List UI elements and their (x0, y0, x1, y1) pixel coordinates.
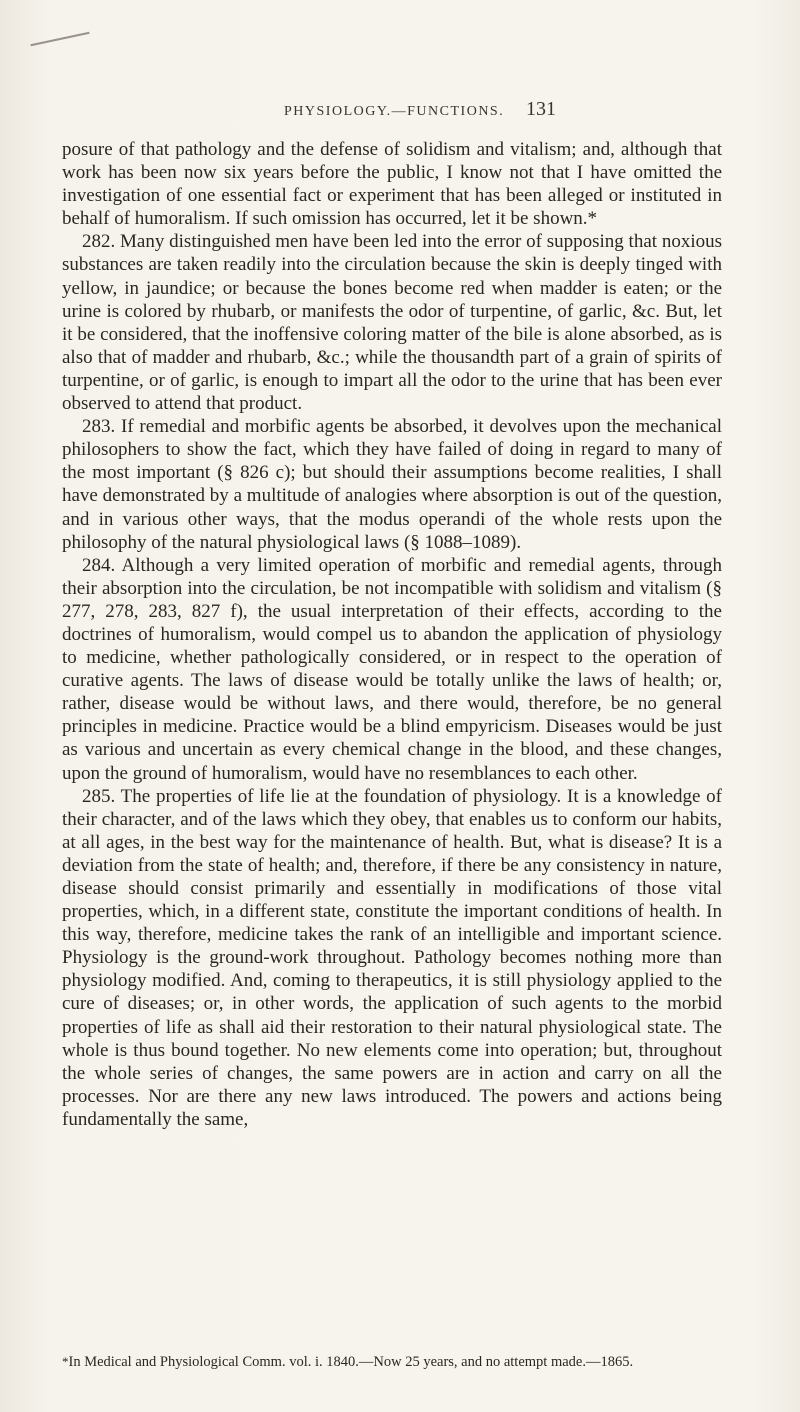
footnote-marker: * (62, 1354, 69, 1369)
running-head: PHYSIOLOGY.—FUNCTIONS. (284, 104, 505, 119)
paragraph-283: 283. If remedial and morbific agents be absorbed, it devolves upon the mechanical philosophers to show the fact, which they have failed of doing in regard to many of the most important (§ 826 c); but should their assumptions become realities, I shall have demonstrated by a multitude of analogies where absorption is out of the question, and in various other ways, that the modus operandi of the whole rests upon the philosophy of the natural physiological laws (§ 1088–1089). (62, 416, 722, 553)
footnote (62, 1353, 722, 1371)
footnote-text: In Medical and Physiological Comm. vol. i. 1840.—Now 25 years, and no attempt made.—1865. (68, 1354, 634, 1370)
paragraph-285: 285. The properties of life lie at the foundation of physiology. It is a knowledge of their character, and of the laws which they obey, that enables us to conform our habits, at all ages, in the best way for the maintenance of health. But, what is disease? It is a deviation from the state of health; and, therefore, if there be any consistency in nature, disease should consist primarily and essentially in modifications of those vital properties, which, in a different state, constitute the important conditions of health. In this way, therefore, medicine takes the rank of an intelligible and important science. Physiology is the ground-work throughout. Pathology becomes nothing more than physiology modified. And, coming to therapeutics, it is still physiology applied to the cure of diseases; or, in other words, the application of such agents to the morbid properties of life as shall aid their restoration to their natural physiological state. The whole is thus bound together. No new elements come into operation; but, throughout the whole series of changes, the same powers are in action and carry on all the processes. Nor are there any new laws introduced. The powers and actions being fundamentally the same, (62, 785, 722, 1130)
page-header (0, 96, 800, 126)
paragraph-284: 284. Although a very limited operation of morbific and remedial agents, through their absorption into the circulation, be not incompatible with solidism and vitalism (§ 277, 278, 283, 827 f), the usual interpretation of their effects, according to the doctrines of humoralism, would compel us to abandon the application of physiology to medicine, whether pathologically considered, or in respect to the operation of curative agents. The laws of disease would be totally unlike the laws of health; or, rather, disease would be without laws, and there would, therefore, be no general principles in medicine. Practice would be a blind empyricism. Diseases would be just as various and uncertain as every chemical change in the blood, and these changes, upon the ground of humoralism, would have no resemblances to each other. (62, 554, 722, 784)
paragraph-282: 282. Many distinguished men have been led into the error of supposing that noxious substances are taken readily into the circulation because the skin is deeply tinged with yellow, in jaundice; or because the bones become red when madder is eaten; or the urine is colored by rhubarb, or manifests the odor of turpentine, of garlic, &c. But, let it be considered, that the inoffensive coloring matter of the bile is alone absorbed, as is also that of madder and rhubarb, &c.; while the thousandth part of a grain of spirits of turpentine, or of garlic, is enough to impart all the odor to the urine that has been ever observed to attend that product. (62, 231, 722, 415)
body-text (62, 138, 722, 1131)
page-number: 131 (526, 98, 556, 120)
paragraph-continuation: posure of that pathology and the defense of solidism and vitalism; and, although that work has been now six years before the public, I know not that I have omitted the investigation of one essential fact or experiment that has been alleged or instituted in behalf of humoralism. If such omission has occurred, let it be shown.* (62, 139, 722, 230)
ink-mark (30, 32, 89, 46)
